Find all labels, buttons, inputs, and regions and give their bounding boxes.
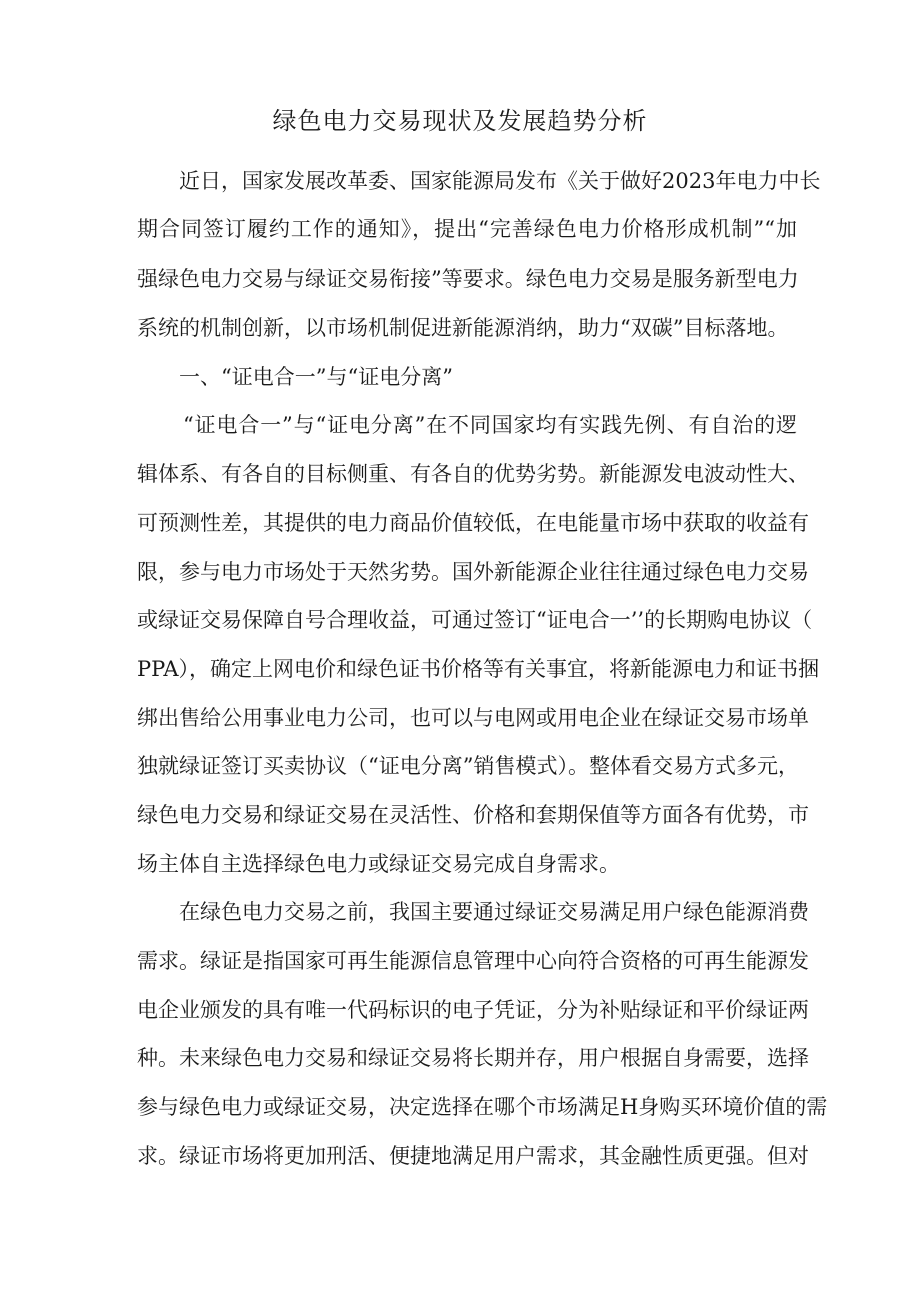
- paragraph-2-line-10: 场主体自主选择绿色电力或绿证交易完成自身需求。: [137, 852, 620, 876]
- paragraph-2-line-2: 辑体系、有各自的目标侧重、有各自的优势劣势。新能源发电波动性大、: [137, 462, 809, 486]
- paragraph-2-line-4: 限，参与电力市场处于天然劣势。国外新能源企业往往通过绿色电力交易: [137, 560, 809, 584]
- paragraph-1-line-1: 近日，国家发展改革委、国家能源局发布《关于做好2023年电力中长: [179, 169, 821, 193]
- section-heading-1: 一、“证电合一”与“证电分离”: [179, 365, 453, 389]
- paragraph-3-line-5: 参与绿色电力或绿证交易，决定选择在哪个市场满足H身购买环境价值的需: [137, 1095, 828, 1119]
- paragraph-3-line-2: 需求。绿证是指国家可再生能源信息管理中心向符合资格的可再生能源发: [137, 949, 809, 973]
- paragraph-3-line-4: 种。未来绿色电力交易和绿证交易将长期并存，用户根据自身需要，选择: [137, 1046, 809, 1070]
- paragraph-2-line-6: PPA），确定上网电价和绿色证书价格等有关事宜，将新能源电力和证书捆: [137, 657, 819, 681]
- paragraph-2-line-8: 独就绿证签订买卖协议（“证电分离”销售模式）。整体看交易方式多元，: [137, 754, 799, 778]
- paragraph-1-line-2: 期合同签订履约工作的通知》，提出“完善绿色电力价格形成机制”“加: [137, 217, 797, 241]
- paragraph-1-line-4: 系统的机制创新，以市场机制促进新能源消纳，助力“双碳”目标落地。: [137, 316, 789, 340]
- paragraph-1-line-3: 强绿色电力交易与绿证交易衔接”等要求。绿色电力交易是服务新型电力: [137, 267, 799, 291]
- paragraph-2-line-1: “证电合一”与“证电分离”在不同国家均有实践先例、有自治的逻: [183, 413, 797, 437]
- paragraph-3-line-6: 求。绿证市场将更加刑活、便捷地满足用户需求，其金融性质更强。但对: [137, 1144, 809, 1168]
- paragraph-3-line-1: 在绿色电力交易之前，我国主要通过绿证交易满足用户绿色能源消费: [179, 900, 809, 924]
- document-title: 绿色电力交易现状及发展趋势分析: [272, 107, 648, 135]
- paragraph-2-line-9: 绿色电力交易和绿证交易在灵活性、价格和套期保值等方面各有优势，市: [137, 803, 809, 827]
- paragraph-3-line-3: 电企业颁发的具有唯一代码标识的电子凭证，分为补贴绿证和平价绿证两: [137, 998, 809, 1022]
- paragraph-2-line-7: 绑出售给公用事业电力公司，也可以与电网或用电企业在绿证交易市场单: [137, 706, 809, 730]
- paragraph-2-line-3: 可预测性差，其提供的电力商品价值较低，在电能量市场中获取的收益有: [137, 511, 809, 535]
- paragraph-2-line-5: 或绿证交易保障自号合理收益，可通过签订“证电合一’’的长期购电协议（: [137, 608, 813, 632]
